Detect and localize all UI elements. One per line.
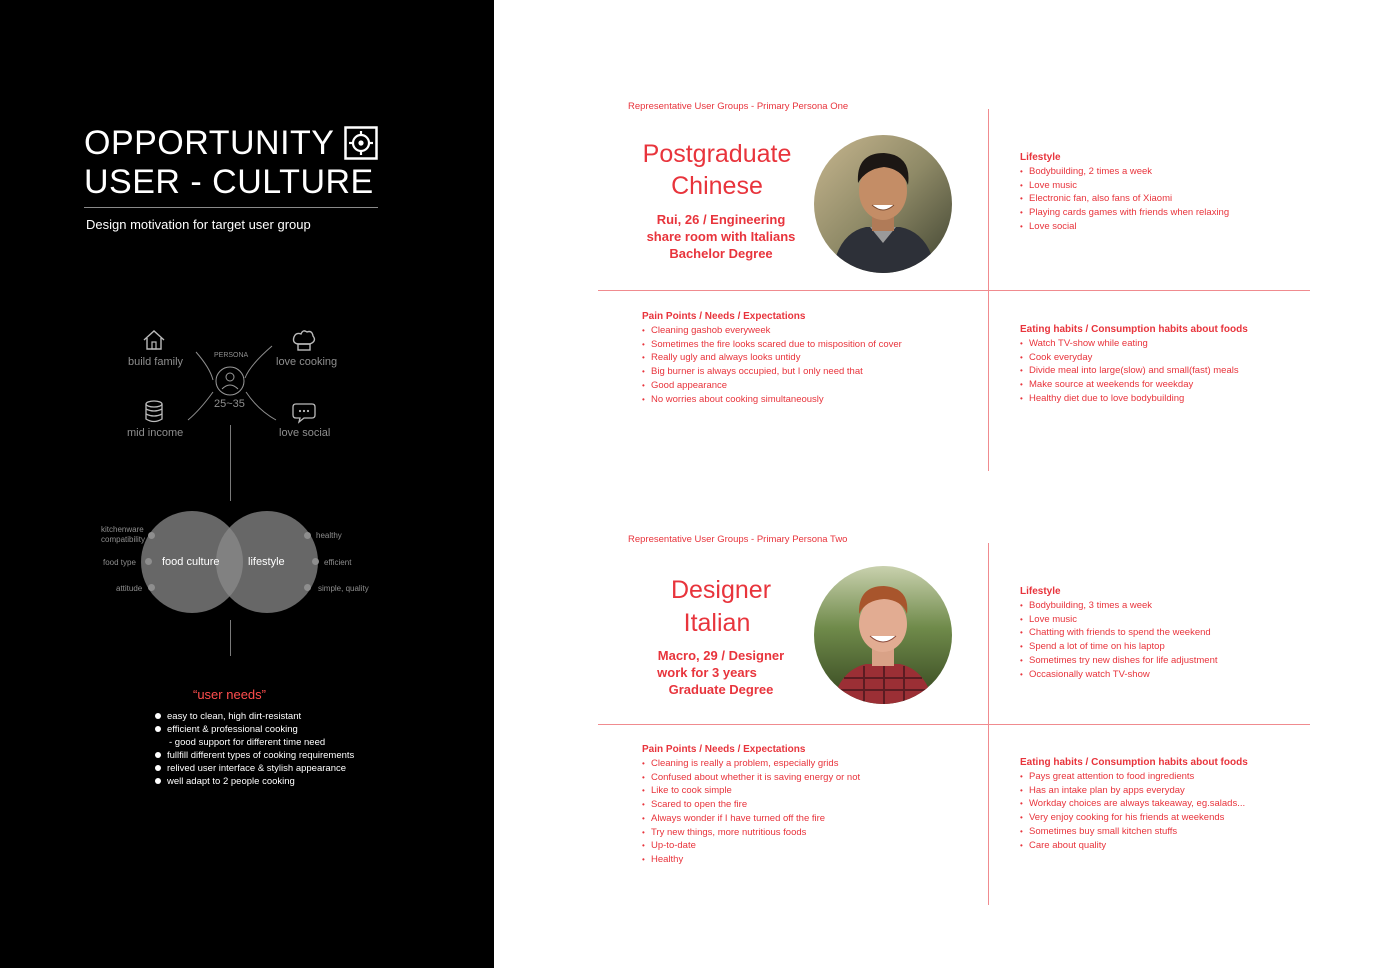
list-item: • Bodybuilding, 3 times a week	[1020, 599, 1218, 613]
list-item: well adapt to 2 people cooking	[155, 775, 354, 788]
list-item: • Care about quality	[1020, 839, 1248, 853]
persona-meta: Macro, 29 / Designer	[657, 648, 785, 663]
list-item: • Has an intake plan by apps everyday	[1020, 784, 1248, 798]
list-item: • Confused about whether it is saving energy or not	[642, 771, 860, 785]
list-item: • Very enjoy cooking for his friends at weekends	[1020, 811, 1248, 825]
persona-age: 25~35	[214, 398, 245, 410]
list-item: • Cleaning gashob everyweek	[642, 324, 902, 338]
connector-line	[230, 425, 231, 501]
list-item: • Sometimes buy small kitchen stuffs	[1020, 825, 1248, 839]
list-item: easy to clean, high dirt-resistant	[155, 710, 354, 723]
persona-item-label: love social	[279, 427, 331, 439]
venn-dot	[304, 584, 311, 591]
venn-attribute-label: efficient	[324, 558, 352, 567]
list-item: • Love music	[1020, 179, 1229, 193]
section-title: Pain Points / Needs / Expectations	[642, 744, 806, 755]
venn-right-label: lifestyle	[248, 556, 285, 568]
persona-meta: Bachelor Degree	[669, 246, 773, 261]
list-item: • Good appearance	[642, 379, 902, 393]
list-item: • Like to cook simple	[642, 784, 860, 798]
persona-meta: work for 3 years	[657, 665, 757, 680]
list-item: • Divide meal into large(slow) and small(fast) meals	[1020, 364, 1248, 378]
list-item: • Scared to open the fire	[642, 798, 860, 812]
section-title: Eating habits / Consumption habits about foods	[1020, 757, 1248, 768]
persona-item-label: mid income	[127, 427, 184, 439]
list-item: • Sometimes the fire looks scared due to misposition of cover	[642, 338, 902, 352]
venn-dot	[145, 558, 152, 565]
grid-divider-horizontal	[598, 724, 1310, 725]
avatar	[814, 135, 952, 273]
persona-name-line2: Italian	[683, 609, 751, 637]
list-item: • Pays great attention to food ingredients	[1020, 770, 1248, 784]
venn-left-label: food culture	[162, 556, 220, 568]
list-item: - good support for different time need	[169, 737, 326, 748]
left-panel	[0, 0, 494, 968]
venn-attribute-label: food type	[103, 558, 136, 567]
list-item: • Up-to-date	[642, 839, 860, 853]
lifestyle-section	[1020, 585, 1218, 681]
pain-points-section	[642, 310, 902, 406]
persona-item-label: love cooking	[276, 356, 338, 368]
lifestyle-section	[1020, 151, 1229, 234]
connector-line	[230, 620, 231, 656]
list-item: • No worries about cooking simultaneously	[642, 393, 902, 407]
list-item: • Playing cards games with friends when relaxing	[1020, 206, 1229, 220]
list-item: fullfill different types of cooking requirements	[155, 749, 354, 762]
list-item: efficient & professional cooking	[155, 723, 354, 736]
list-item: • Try new things, more nutritious foods	[642, 826, 860, 840]
venn-dot	[148, 532, 155, 539]
list-item: • Cleaning is really a problem, especially grids	[642, 757, 860, 771]
persona-item-label: build family	[128, 356, 184, 368]
list-item: • Chatting with friends to spend the weekend	[1020, 626, 1218, 640]
list-item: • Healthy	[642, 853, 860, 867]
list-item: • Workday choices are always takeaway, eg.salads...	[1020, 797, 1248, 811]
persona-meta: Rui, 26 / Engineering	[656, 212, 786, 227]
list-item: • Love music	[1020, 613, 1218, 627]
house-icon	[142, 329, 166, 351]
persona-meta: Graduate Degree	[668, 682, 774, 697]
coin-stack-icon	[144, 400, 164, 424]
persona-connectors	[0, 0, 494, 520]
list-item: • Sometimes try new dishes for life adjustment	[1020, 654, 1218, 668]
venn-attribute-label: kitchenware compatibility	[101, 525, 146, 544]
section-title: Lifestyle	[1020, 586, 1061, 597]
section-title: Pain Points / Needs / Expectations	[642, 311, 806, 322]
page-title-line2: USER - CULTURE	[84, 163, 374, 201]
persona-caption: Representative User Groups - Primary Persona One	[628, 101, 849, 112]
section-title: Lifestyle	[1020, 152, 1061, 163]
list-item: • Occasionally watch TV-show	[1020, 668, 1218, 682]
list-item: • Watch TV-show while eating	[1020, 337, 1248, 351]
list-item: • Electronic fan, also fans of Xiaomi	[1020, 192, 1229, 206]
list-item: • Cook everyday	[1020, 351, 1248, 365]
persona-meta: share room with Italians	[646, 229, 796, 244]
eating-habits-section	[1020, 323, 1248, 406]
venn-dot	[148, 584, 155, 591]
section-title: Eating habits / Consumption habits about foods	[1020, 324, 1248, 335]
list-item: • Love social	[1020, 220, 1229, 234]
list-item: relived user interface & stylish appearance	[155, 762, 354, 775]
list-item: • Big burner is always occupied, but I only need that	[642, 365, 902, 379]
grid-divider-horizontal	[598, 290, 1310, 291]
persona-name-line2: Chinese	[671, 172, 763, 200]
page-title-line1: OPPORTUNITY	[84, 124, 335, 162]
user-needs-list	[155, 710, 354, 788]
page-subtitle: Design motivation for target user group	[86, 217, 311, 232]
venn-dot	[304, 532, 311, 539]
persona-name-line1: Designer	[670, 576, 772, 604]
avatar	[814, 566, 952, 704]
persona-center-label: PERSONA	[214, 352, 249, 359]
chef-hat-icon	[291, 329, 317, 353]
list-item: • Spend a lot of time on his laptop	[1020, 640, 1218, 654]
venn-attribute-label: simple, quality	[318, 584, 369, 593]
list-item: • Make source at weekends for weekday	[1020, 378, 1248, 392]
list-item: • Bodybuilding, 2 times a week	[1020, 165, 1229, 179]
list-item: • Really ugly and always looks untidy	[642, 351, 902, 365]
eating-habits-section	[1020, 756, 1248, 852]
list-item: • Healthy diet due to love bodybuilding	[1020, 392, 1248, 406]
chat-bubbles-icon	[292, 401, 318, 425]
venn-attribute-label: attitude	[116, 584, 143, 593]
pain-points-section	[642, 743, 860, 867]
persona-name-line1: Postgraduate	[642, 140, 792, 168]
persona-caption: Representative User Groups - Primary Persona Two	[628, 534, 848, 545]
venn-dot	[312, 558, 319, 565]
venn-attribute-label: healthy	[316, 531, 342, 540]
list-item: • Always wonder if I have turned off the fire	[642, 812, 860, 826]
user-needs-title: “user needs”	[193, 687, 266, 702]
